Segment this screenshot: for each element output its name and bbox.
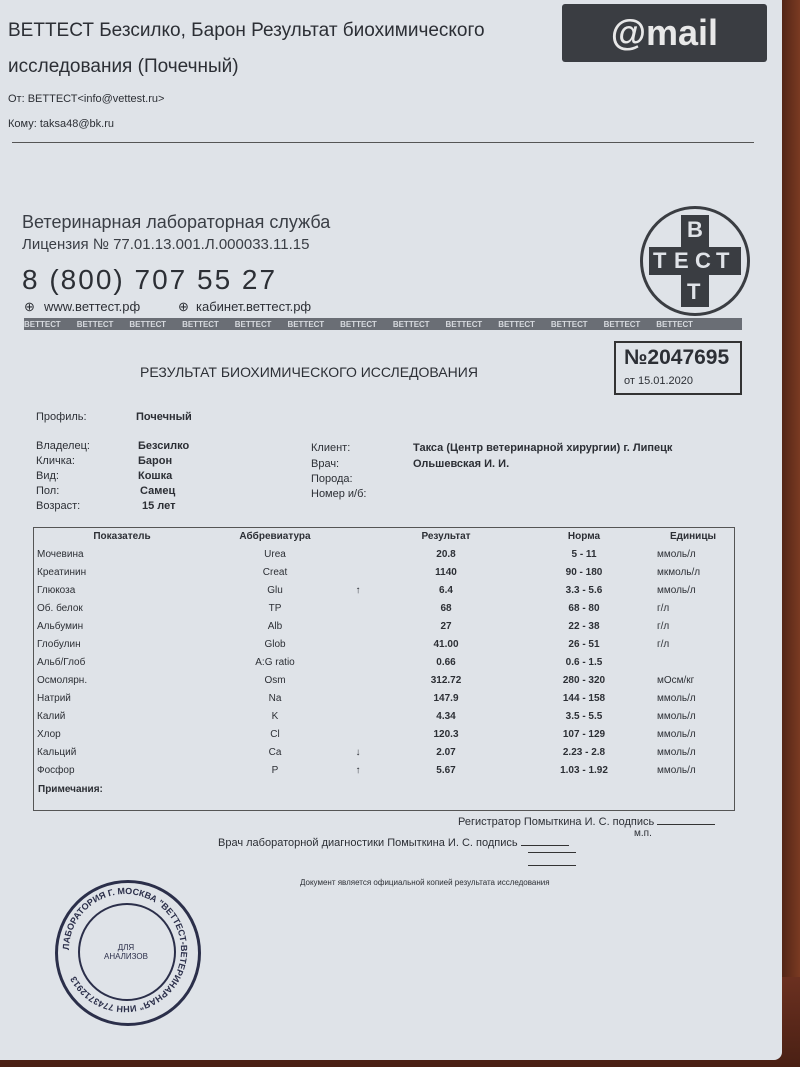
cell-flag (339, 599, 377, 617)
cell-abbreviation: A:G ratio (255, 656, 295, 668)
species-label: Вид: (36, 470, 59, 482)
cell-units: мкмоль/л (657, 566, 701, 578)
doctor-label: Врач: (311, 458, 340, 470)
table-row (33, 635, 733, 653)
cell-norm: 3.5 - 5.5 (565, 710, 603, 722)
cell-abbreviation: Ca (268, 746, 282, 758)
table-row (33, 671, 733, 689)
globe-icon: ⊕ (178, 299, 189, 314)
sex-label: Пол: (36, 485, 60, 497)
svg-text:ЛАБОРАТОРИЯ Г. МОСКВА "ВЕТТЕСТ: ЛАБОРАТОРИЯ Г. МОСКВА "ВЕТТЕСТ-ВЕТЕРИНАРНАЯ" ИНН 7743712913 (60, 885, 190, 1015)
cell-units: ммоль/л (657, 710, 696, 722)
cell-indicator: Об. белок (37, 602, 83, 614)
table-header-row (33, 527, 733, 545)
table-row (33, 653, 733, 671)
cell-result: 312.72 (430, 674, 462, 686)
header-units: Единицы (669, 530, 717, 542)
cell-result: 2.07 (436, 746, 456, 758)
lab-license: Лицензия № 77.01.13.001.Л.000033.11.15 (22, 236, 310, 253)
cell-norm: 3.3 - 5.6 (565, 584, 603, 596)
report-number: №2047695 (624, 346, 730, 369)
table-row (33, 689, 733, 707)
cell-result: 6.4 (439, 584, 453, 596)
cell-norm: 0.6 - 1.5 (565, 656, 603, 668)
cell-flag: ↑ (355, 584, 361, 596)
cell-norm: 144 - 158 (562, 692, 606, 704)
cell-indicator: Калий (37, 710, 66, 722)
profile-value: Почечный (136, 411, 192, 423)
cell-result: 1140 (435, 566, 457, 578)
cell-indicator: Мочевина (37, 548, 84, 560)
cell-flag (339, 653, 377, 671)
signature-blank (528, 864, 576, 866)
client-value: Такса (Центр ветеринарной хирургии) г. Липецк (413, 442, 673, 454)
cell-result: 41.00 (433, 638, 459, 650)
profile-label: Профиль: (36, 411, 87, 423)
cell-indicator: Глюкоза (37, 584, 76, 596)
cell-norm: 26 - 51 (568, 638, 600, 650)
owner-label: Владелец: (36, 440, 90, 452)
owner-value: Безсилко (138, 440, 190, 452)
cell-abbreviation: Alb (267, 620, 283, 632)
notes-label: Примечания: (38, 784, 103, 795)
mp-label: м.п. (634, 828, 652, 839)
cell-norm: 90 - 180 (565, 566, 603, 578)
cell-units: ммоль/л (657, 764, 696, 776)
lab-phone: 8 (800) 707 55 27 (22, 264, 278, 295)
table-row (33, 581, 733, 599)
cell-units: г/л (657, 620, 670, 632)
cell-result: 4.34 (436, 710, 456, 722)
cell-abbreviation: Urea (264, 548, 286, 560)
doctor-signature-line: Врач лабораторной диагностики Помыткина И. С. подпись (218, 837, 569, 849)
header-abbreviation: Аббревиатура (239, 530, 311, 542)
cell-flag: ↑ (355, 764, 361, 776)
cell-norm: 280 - 320 (562, 674, 606, 686)
cell-abbreviation: Na (268, 692, 282, 704)
header-indicator: Показатель (93, 530, 151, 542)
report-date: от 15.01.2020 (624, 375, 694, 387)
cell-norm: 107 - 129 (562, 728, 606, 740)
cell-abbreviation: Cl (270, 728, 280, 740)
cell-norm: 2.23 - 2.8 (562, 746, 606, 758)
email-subject-line1: ВЕТТЕСТ Безсилко, Барон Результат биохимического (8, 20, 485, 41)
cell-flag (339, 545, 377, 563)
cell-norm: 22 - 38 (568, 620, 600, 632)
cell-norm: 68 - 80 (568, 602, 600, 614)
table-row (33, 761, 733, 779)
sex-value: Самец (140, 485, 176, 497)
report-number-box (614, 341, 742, 395)
cell-indicator: Осмолярн. (37, 674, 88, 686)
official-stamp (55, 880, 201, 1026)
cell-units: ммоль/л (657, 584, 696, 596)
report-title: РЕЗУЛЬТАТ БИОХИМИЧЕСКОГО ИССЛЕДОВАНИЯ (140, 364, 478, 380)
table-row (33, 725, 733, 743)
name-label: Кличка: (36, 455, 75, 467)
cell-flag (339, 689, 377, 707)
table-row (33, 563, 733, 581)
cell-norm: 1.03 - 1.92 (560, 764, 608, 776)
cell-abbreviation: Creat (262, 566, 288, 578)
table-row (33, 707, 733, 725)
cell-units (653, 653, 733, 671)
lab-service-name: Ветеринарная лабораторная служба (22, 212, 331, 232)
cell-indicator: Кальций (37, 746, 77, 758)
cell-abbreviation: Glu (267, 584, 283, 596)
table-row (33, 599, 733, 617)
cell-result: 68 (440, 602, 452, 614)
globe-icon: ⊕ (24, 299, 35, 314)
cell-result: 147.9 (433, 692, 459, 704)
cell-abbreviation: K (271, 710, 279, 722)
header-result: Результат (421, 530, 471, 542)
cell-flag (339, 707, 377, 725)
doctor-value: Ольшевская И. И. (413, 458, 510, 470)
vettest-logo: В Т Е С Т Т (640, 206, 750, 316)
stamp-center-text: ДЛЯ АНАЛИЗОВ (104, 943, 148, 961)
age-label: Возраст: (36, 500, 81, 512)
breed-label: Порода: (311, 473, 353, 485)
mail-logo: @mail (562, 4, 767, 62)
cell-indicator: Альб/Глоб (37, 656, 86, 668)
table-row (33, 743, 733, 761)
email-to: Кому: taksa48@bk.ru (8, 118, 114, 130)
cell-flag: ↓ (355, 746, 361, 758)
lab-cabinet: кабинет.веттест.рф (196, 299, 312, 314)
email-subject-line2: исследования (Почечный) (8, 56, 239, 77)
brand-stripe: ВЕТТЕСТ ВЕТТЕСТ ВЕТТЕСТ ВЕТТЕСТ ВЕТТЕСТ ВЕТТЕСТ ВЕТТЕСТ ВЕТТЕСТ ВЕТТЕСТ ВЕТТЕСТ ВЕТТЕСТ ВЕТТЕСТ ВЕТТЕСТ (24, 318, 742, 330)
signature-blank (528, 851, 576, 853)
cell-abbreviation: P (271, 764, 279, 776)
cell-indicator: Фосфор (37, 764, 75, 776)
cell-units: мОсм/кг (657, 674, 695, 686)
cell-indicator: Глобулин (37, 638, 81, 650)
table-row (33, 545, 733, 563)
cell-flag (339, 635, 377, 653)
cell-result: 27 (440, 620, 452, 632)
client-label: Клиент: (311, 442, 351, 454)
header-norm: Норма (567, 530, 601, 542)
species-value: Кошка (138, 470, 173, 482)
cell-abbreviation: Glob (264, 638, 286, 650)
header-divider (12, 142, 754, 143)
cell-units: ммоль/л (657, 728, 696, 740)
cell-units: г/л (657, 638, 670, 650)
record-number-label: Номер и/б: (311, 488, 367, 500)
cell-result: 120.3 (433, 728, 459, 740)
cell-indicator: Хлор (37, 728, 61, 740)
cell-indicator: Натрий (37, 692, 71, 704)
cell-result: 20.8 (436, 548, 456, 560)
cell-flag (339, 671, 377, 689)
cell-indicator: Альбумин (37, 620, 84, 632)
cell-result: 0.66 (436, 656, 456, 668)
registrar-line: Регистратор Помыткина И. С. подпись (458, 816, 715, 828)
results-table (33, 527, 733, 779)
age-value: 15 лет (142, 500, 176, 512)
cell-abbreviation: Osm (264, 674, 286, 686)
cell-flag (339, 563, 377, 581)
cell-units: ммоль/л (657, 692, 696, 704)
cell-indicator: Креатинин (37, 566, 87, 578)
cell-units: ммоль/л (657, 548, 696, 560)
cell-units: ммоль/л (657, 746, 696, 758)
cell-result: 5.67 (436, 764, 456, 776)
cell-abbreviation: TP (268, 602, 282, 614)
cell-norm: 5 - 11 (571, 548, 597, 560)
email-from: От: ВЕТТЕСТ<info@vettest.ru> (8, 93, 165, 105)
cell-flag (339, 725, 377, 743)
official-copy-note: Документ является официальной копией результата исследования (300, 878, 550, 887)
lab-site: www.веттест.рф (44, 299, 141, 314)
name-value: Барон (138, 455, 173, 467)
cell-units: г/л (657, 602, 670, 614)
cell-flag (339, 617, 377, 635)
table-row (33, 617, 733, 635)
